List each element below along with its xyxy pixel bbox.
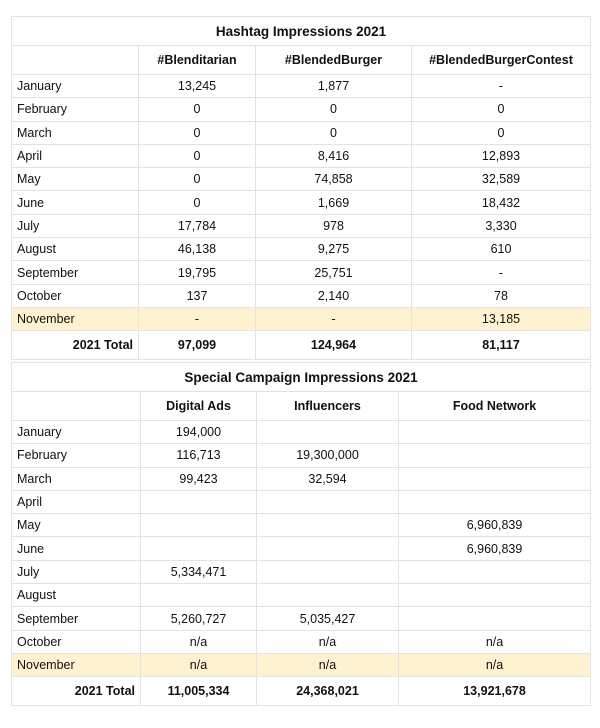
table-cell: 99,423 bbox=[141, 467, 257, 490]
row-label: October bbox=[12, 630, 141, 653]
campaign-impressions-table bbox=[11, 362, 591, 706]
table-cell: - bbox=[139, 307, 256, 330]
table-cell: 0 bbox=[256, 121, 412, 144]
row-label: November bbox=[12, 307, 139, 330]
row-label: May bbox=[12, 168, 139, 191]
table-row bbox=[12, 144, 591, 167]
table-row bbox=[12, 537, 591, 560]
total-cell: 13,921,678 bbox=[399, 677, 591, 706]
table-cell bbox=[141, 584, 257, 607]
table-cell bbox=[257, 421, 399, 444]
table-cell bbox=[399, 584, 591, 607]
table-cell: 18,432 bbox=[412, 191, 591, 214]
table-row bbox=[12, 421, 591, 444]
column-header: #BlendedBurgerContest bbox=[412, 46, 591, 75]
table-cell: 194,000 bbox=[141, 421, 257, 444]
total-row bbox=[12, 677, 591, 706]
column-header: Food Network bbox=[399, 392, 591, 421]
row-label: February bbox=[12, 98, 139, 121]
table-cell: 19,795 bbox=[139, 261, 256, 284]
table-cell bbox=[399, 607, 591, 630]
column-header bbox=[12, 46, 139, 75]
row-label: March bbox=[12, 467, 141, 490]
column-header bbox=[12, 392, 141, 421]
table-cell: 25,751 bbox=[256, 261, 412, 284]
row-label: April bbox=[12, 490, 141, 513]
total-cell: 97,099 bbox=[139, 331, 256, 360]
row-label: April bbox=[12, 144, 139, 167]
hashtag-impressions-table bbox=[11, 16, 591, 360]
row-label: June bbox=[12, 191, 139, 214]
row-label: March bbox=[12, 121, 139, 144]
table-cell bbox=[399, 490, 591, 513]
row-label: September bbox=[12, 261, 139, 284]
table-cell: 2,140 bbox=[256, 284, 412, 307]
table-row bbox=[12, 630, 591, 653]
row-label: January bbox=[12, 75, 139, 98]
table-cell: - bbox=[412, 75, 591, 98]
table-cell: 0 bbox=[412, 121, 591, 144]
row-label: August bbox=[12, 238, 139, 261]
table-title: Hashtag Impressions 2021 bbox=[12, 17, 591, 46]
table-cell: 78 bbox=[412, 284, 591, 307]
row-label: September bbox=[12, 607, 141, 630]
table-row bbox=[12, 214, 591, 237]
table-cell: 1,669 bbox=[256, 191, 412, 214]
table-row bbox=[12, 607, 591, 630]
table-cell: - bbox=[412, 261, 591, 284]
header-row bbox=[12, 46, 591, 75]
total-cell: 11,005,334 bbox=[141, 677, 257, 706]
table-cell: n/a bbox=[257, 653, 399, 676]
row-label: February bbox=[12, 444, 141, 467]
column-header: #Blenditarian bbox=[139, 46, 256, 75]
table-row bbox=[12, 307, 591, 330]
table-row bbox=[12, 284, 591, 307]
table-row bbox=[12, 514, 591, 537]
table-cell: 610 bbox=[412, 238, 591, 261]
row-label: July bbox=[12, 214, 139, 237]
table-cell: 32,594 bbox=[257, 467, 399, 490]
table-cell: 19,300,000 bbox=[257, 444, 399, 467]
table-row bbox=[12, 444, 591, 467]
table-row bbox=[12, 261, 591, 284]
table-cell: 6,960,839 bbox=[399, 514, 591, 537]
table-cell: 5,334,471 bbox=[141, 560, 257, 583]
table-cell: n/a bbox=[399, 653, 591, 676]
table-cell bbox=[399, 560, 591, 583]
table-cell bbox=[141, 490, 257, 513]
total-label: 2021 Total bbox=[12, 331, 139, 360]
table-row bbox=[12, 98, 591, 121]
table-cell bbox=[257, 560, 399, 583]
table-cell: 3,330 bbox=[412, 214, 591, 237]
column-header: Influencers bbox=[257, 392, 399, 421]
table-row bbox=[12, 168, 591, 191]
table-row bbox=[12, 238, 591, 261]
table-cell: 5,035,427 bbox=[257, 607, 399, 630]
column-header: Digital Ads bbox=[141, 392, 257, 421]
total-cell: 124,964 bbox=[256, 331, 412, 360]
table-cell: 6,960,839 bbox=[399, 537, 591, 560]
table-row bbox=[12, 467, 591, 490]
table-cell: 12,893 bbox=[412, 144, 591, 167]
table-cell: n/a bbox=[141, 630, 257, 653]
header-row bbox=[12, 392, 591, 421]
row-label: January bbox=[12, 421, 141, 444]
table-cell: 13,245 bbox=[139, 75, 256, 98]
table-cell: 116,713 bbox=[141, 444, 257, 467]
table-cell: 137 bbox=[139, 284, 256, 307]
table-cell bbox=[141, 537, 257, 560]
table-cell: 9,275 bbox=[256, 238, 412, 261]
table-cell: 5,260,727 bbox=[141, 607, 257, 630]
table-cell bbox=[257, 514, 399, 537]
table-row bbox=[12, 191, 591, 214]
total-cell: 81,117 bbox=[412, 331, 591, 360]
table-cell: - bbox=[256, 307, 412, 330]
table-cell bbox=[399, 421, 591, 444]
table-cell: 0 bbox=[139, 168, 256, 191]
table-cell: 0 bbox=[256, 98, 412, 121]
table-cell bbox=[257, 537, 399, 560]
table-cell bbox=[399, 444, 591, 467]
row-label: August bbox=[12, 584, 141, 607]
column-header: #BlendedBurger bbox=[256, 46, 412, 75]
table-cell: 0 bbox=[139, 191, 256, 214]
table-row bbox=[12, 653, 591, 676]
table-cell: 0 bbox=[139, 144, 256, 167]
row-label: July bbox=[12, 560, 141, 583]
table-cell bbox=[399, 467, 591, 490]
table-cell: n/a bbox=[399, 630, 591, 653]
row-label: May bbox=[12, 514, 141, 537]
table-cell: 0 bbox=[139, 121, 256, 144]
table-cell bbox=[257, 490, 399, 513]
table-cell: 32,589 bbox=[412, 168, 591, 191]
table-title: Special Campaign Impressions 2021 bbox=[12, 363, 591, 392]
table-cell: 8,416 bbox=[256, 144, 412, 167]
total-row bbox=[12, 331, 591, 360]
table-cell: n/a bbox=[257, 630, 399, 653]
table-row bbox=[12, 584, 591, 607]
total-label: 2021 Total bbox=[12, 677, 141, 706]
row-label: June bbox=[12, 537, 141, 560]
total-cell: 24,368,021 bbox=[257, 677, 399, 706]
table-cell: 13,185 bbox=[412, 307, 591, 330]
table-cell: 74,858 bbox=[256, 168, 412, 191]
table-cell: n/a bbox=[141, 653, 257, 676]
table-row bbox=[12, 560, 591, 583]
table-row bbox=[12, 490, 591, 513]
table-cell: 0 bbox=[139, 98, 256, 121]
table-cell: 0 bbox=[412, 98, 591, 121]
row-label: October bbox=[12, 284, 139, 307]
table-row bbox=[12, 75, 591, 98]
table-cell: 17,784 bbox=[139, 214, 256, 237]
table-cell bbox=[141, 514, 257, 537]
table-cell: 1,877 bbox=[256, 75, 412, 98]
table-cell: 46,138 bbox=[139, 238, 256, 261]
table-cell bbox=[257, 584, 399, 607]
table-cell: 978 bbox=[256, 214, 412, 237]
table-row bbox=[12, 121, 591, 144]
row-label: November bbox=[12, 653, 141, 676]
